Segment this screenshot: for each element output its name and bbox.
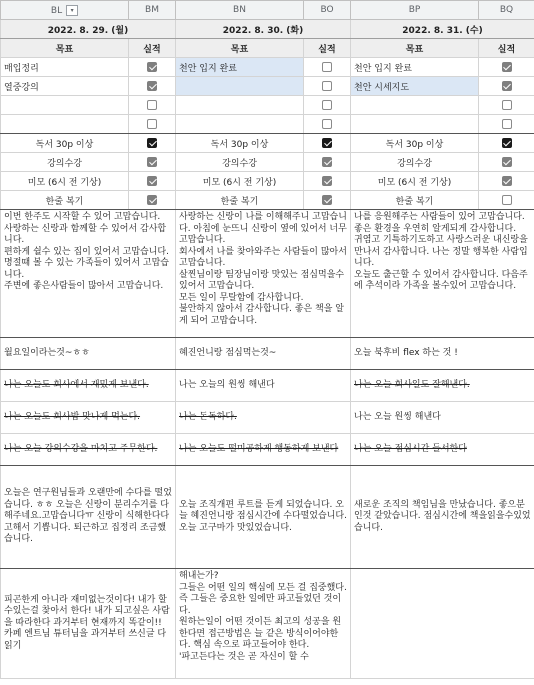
habit-check-cell[interactable] [304,153,351,172]
affirmation-cell[interactable]: 나는 오늘의 원씽 해낸다 [176,370,351,402]
habit-check-cell[interactable] [479,134,534,153]
task-check-cell[interactable] [479,115,534,134]
checkbox[interactable] [502,138,512,148]
habit-label[interactable]: 미모 (6시 전 기상) [351,172,479,191]
checkbox[interactable] [147,81,157,91]
checkbox[interactable] [147,157,157,167]
date-cell[interactable]: 2022. 8. 30. (화) [176,20,351,39]
habit-row [1,134,534,153]
joy-row [1,338,534,370]
result-header[interactable]: 실적 [479,39,534,58]
habit-check-cell[interactable] [129,172,176,191]
checkbox[interactable] [502,195,512,205]
habit-label[interactable]: 독서 30p 이상 [1,134,129,153]
habit-label[interactable]: 강의수강 [176,153,304,172]
task-cell[interactable] [176,77,304,96]
task-cell[interactable] [351,115,479,134]
habit-check-cell[interactable] [129,153,176,172]
checkbox[interactable] [147,176,157,186]
task-cell[interactable] [176,96,304,115]
thoughts-cell[interactable]: 피곤한게 아니라 재미없는것이다! 내가 할수있는걸 찾아서 한다! 내가 되고싶은 사람을 따라한다 과거부터 현재까지 똑같이!! 카페 엔트님 튜터님을 과거부터 쓰신글 다 읽기 [1,569,176,679]
filter-dropdown-icon[interactable]: ▾ [66,5,78,16]
habit-row [1,191,534,210]
reflection-cell[interactable]: 오늘 조직개편 루트를 듣게 되었습니다. 오늘 혜진언니랑 점심시간에 수다떨었습니다. 오늘 고구마가 맛있었습니다. [176,466,351,569]
goal-header[interactable]: 목표 [176,39,304,58]
checkbox[interactable] [322,100,332,110]
task-check-cell[interactable] [304,58,351,77]
task-check-cell[interactable] [479,58,534,77]
affirmation-cell[interactable]: 나는 오늘 강의수강을 마치고 주무한다. [1,434,176,466]
affirmation-cell[interactable]: 나는 오늘 회사일도 잘해낸다. [351,370,534,402]
thoughts-cell[interactable]: 해내는가? 그들은 어떤 일의 핵심에 모든 걸 집중했다. 즉 그들은 중요한 일에만 파고들었던 것이다. 원하는일이 어떤 것이든 최고의 성공을 원한다면 접근방법은 늘 같은 방식이어야한다. 핵심 속으로 파고들어야 한다. '파고든다는 것은 곧 자신이 할 수 [176,569,351,679]
checkbox[interactable] [147,100,157,110]
task-cell[interactable] [1,96,129,115]
task-check-cell[interactable] [129,96,176,115]
checkbox[interactable] [502,157,512,167]
checkbox[interactable] [502,62,512,72]
habit-label[interactable]: 미모 (6시 전 기상) [176,172,304,191]
gratitude-cell[interactable]: 이번 한주도 시작할 수 있어 고맙습니다. 사랑하는 신랑과 함께할 수 있어서 감사합니다. 편하게 쉴수 있는 집이 있어서 고맙습니다. 명절때 볼 수 있는 가족들이 있어서 고맙습니다. 주변에 좋은사람들이 많아서 고맙습니다. [1,210,176,338]
checkbox[interactable] [322,119,332,129]
affirmation-cell[interactable]: 나는 오늘도 떨미공하게 행동하게 보낸다 [176,434,351,466]
task-check-cell[interactable] [304,96,351,115]
thoughts-cell[interactable] [351,569,534,679]
reflection-cell[interactable]: 새로운 조직의 책임님을 만났습니다. 좋으분인것 같았습니다. 점심시간에 책을읽을수있었습니다. [351,466,534,569]
habit-label[interactable]: 독서 30p 이상 [351,134,479,153]
affirmation-cell[interactable]: 나는 오늘 점심시간 들서한다 [351,434,534,466]
checkbox[interactable] [322,62,332,72]
column-header-bn[interactable]: BN [176,1,304,20]
task-cell[interactable] [351,96,479,115]
habit-check-cell[interactable] [304,134,351,153]
task-row [1,96,534,115]
affirmation-cell[interactable]: 나는 오늘도 회사에서 재밌게 보낸다. [1,370,176,402]
task-check-cell[interactable] [129,77,176,96]
task-cell[interactable] [1,115,129,134]
checkbox[interactable] [502,81,512,91]
column-header-row [1,1,534,20]
reflection-cell[interactable]: 오늘은 연구원님들과 오랜만에 수다를 떨었습니다. ㅎㅎ 오늘은 신랑이 분리수거를 다해주네요.고맙습니다ㅠ 신랑이 식해한다다고해서 기쁩니다. 퇴근하고 집정리 조금했습니다. [1,466,176,569]
joy-cell[interactable]: 혜진언니랑 점심먹는것~ [176,338,351,370]
task-check-cell[interactable] [479,96,534,115]
habit-label[interactable]: 한줄 복기 [351,191,479,210]
checkbox[interactable] [322,138,332,148]
date-cell[interactable]: 2022. 8. 31. (수) [351,20,534,39]
checkbox[interactable] [322,157,332,167]
habit-check-cell[interactable] [304,191,351,210]
habit-label[interactable]: 한줄 복기 [176,191,304,210]
date-row [1,20,534,39]
task-check-cell[interactable] [479,77,534,96]
habit-label[interactable]: 강의수강 [351,153,479,172]
reflection-row [1,466,534,569]
task-check-cell[interactable] [129,58,176,77]
affirmation-cell[interactable]: 나는 돈독하다. [176,402,351,434]
checkbox[interactable] [147,62,157,72]
affirmation-row [1,402,534,434]
gratitude-cell[interactable]: 사랑하는 신랑이 나를 이해해주니 고맙습니다. 아침에 눈뜨니 신랑이 옆에 있어서 너무 고맙습니다. 회사에서 나를 찾아와주는 사람들이 많아서 고맙습니다. 살찐님이랑 팀장님이랑 맛있는 점심먹을수있어서 고맙습니다. 모든 일이 무탈함에 감사합니다. 불안하지 않아서 감사합니다. 좋은 책을 알게 되어 고맙습니다. [176,210,351,338]
goal-header-row [1,39,534,58]
goal-header[interactable]: 목표 [351,39,479,58]
column-header-bp[interactable]: BP [351,1,479,20]
gratitude-row [1,210,534,338]
joy-cell[interactable]: 월요일이라는것~ㅎㅎ [1,338,176,370]
habit-check-cell[interactable] [479,153,534,172]
column-header-bl[interactable]: BL ▾ [1,1,129,20]
gratitude-cell[interactable]: 나를 응원해주는 사람들이 있어 고맙습니다. 좋은 환경을 우연히 알게되게 감사합니다. 귀염고 기특하기도하고 사랑스러운 내신랑을 만나서 감사합니다. 나는 정말 행복한 사람입니다. 오늘도 출근할 수 있어서 감사합니다. 다음주에 추석이라 가족을 볼수있어 고맙습니다. [351,210,534,338]
result-header[interactable]: 실적 [129,39,176,58]
task-cell[interactable]: 열중강의 [1,77,129,96]
checkbox[interactable] [502,176,512,186]
habit-label[interactable]: 강의수강 [1,153,129,172]
habit-check-cell[interactable] [129,191,176,210]
checkbox[interactable] [322,81,332,91]
affirmation-cell[interactable]: 나는 오늘 원씽 해낸다 [351,402,534,434]
habit-check-cell[interactable] [129,134,176,153]
column-header-bq[interactable]: BQ [479,1,534,20]
checkbox[interactable] [322,195,332,205]
checkbox[interactable] [502,119,512,129]
column-header-bo[interactable]: BO [304,1,351,20]
task-check-cell[interactable] [304,115,351,134]
task-cell[interactable]: 천안 입지 완료 [176,58,304,77]
habit-label[interactable]: 독서 30p 이상 [176,134,304,153]
habit-row [1,172,534,191]
result-header[interactable]: 실적 [304,39,351,58]
habit-row [1,153,534,172]
checkbox[interactable] [322,176,332,186]
habit-label[interactable]: 미모 (6시 전 기상) [1,172,129,191]
task-check-cell[interactable] [304,77,351,96]
checkbox[interactable] [147,138,157,148]
goal-header[interactable]: 목표 [1,39,129,58]
habit-check-cell[interactable] [304,172,351,191]
habit-label[interactable]: 한줄 복기 [1,191,129,210]
date-cell[interactable]: 2022. 8. 29. (월) [1,20,176,39]
task-cell[interactable]: 매입정리 [1,58,129,77]
thoughts-row [1,569,534,679]
checkbox[interactable] [147,195,157,205]
task-row [1,115,534,134]
checkbox[interactable] [147,119,157,129]
task-cell[interactable]: 천안 시세지도 [351,77,479,96]
checkbox[interactable] [502,100,512,110]
task-cell[interactable]: 천안 입지 완료 [351,58,479,77]
affirmation-row [1,434,534,466]
joy-cell[interactable]: 오늘 북후비 flex 하는 것 ! [351,338,534,370]
habit-check-cell[interactable] [479,172,534,191]
affirmation-row [1,370,534,402]
task-check-cell[interactable] [129,115,176,134]
column-header-bm[interactable]: BM [129,1,176,20]
task-row [1,77,534,96]
affirmation-cell[interactable]: 나는 오늘도 회사밥 맛나게 먹는다. [1,402,176,434]
habit-check-cell[interactable] [479,191,534,210]
task-row [1,58,534,77]
task-cell[interactable] [176,115,304,134]
